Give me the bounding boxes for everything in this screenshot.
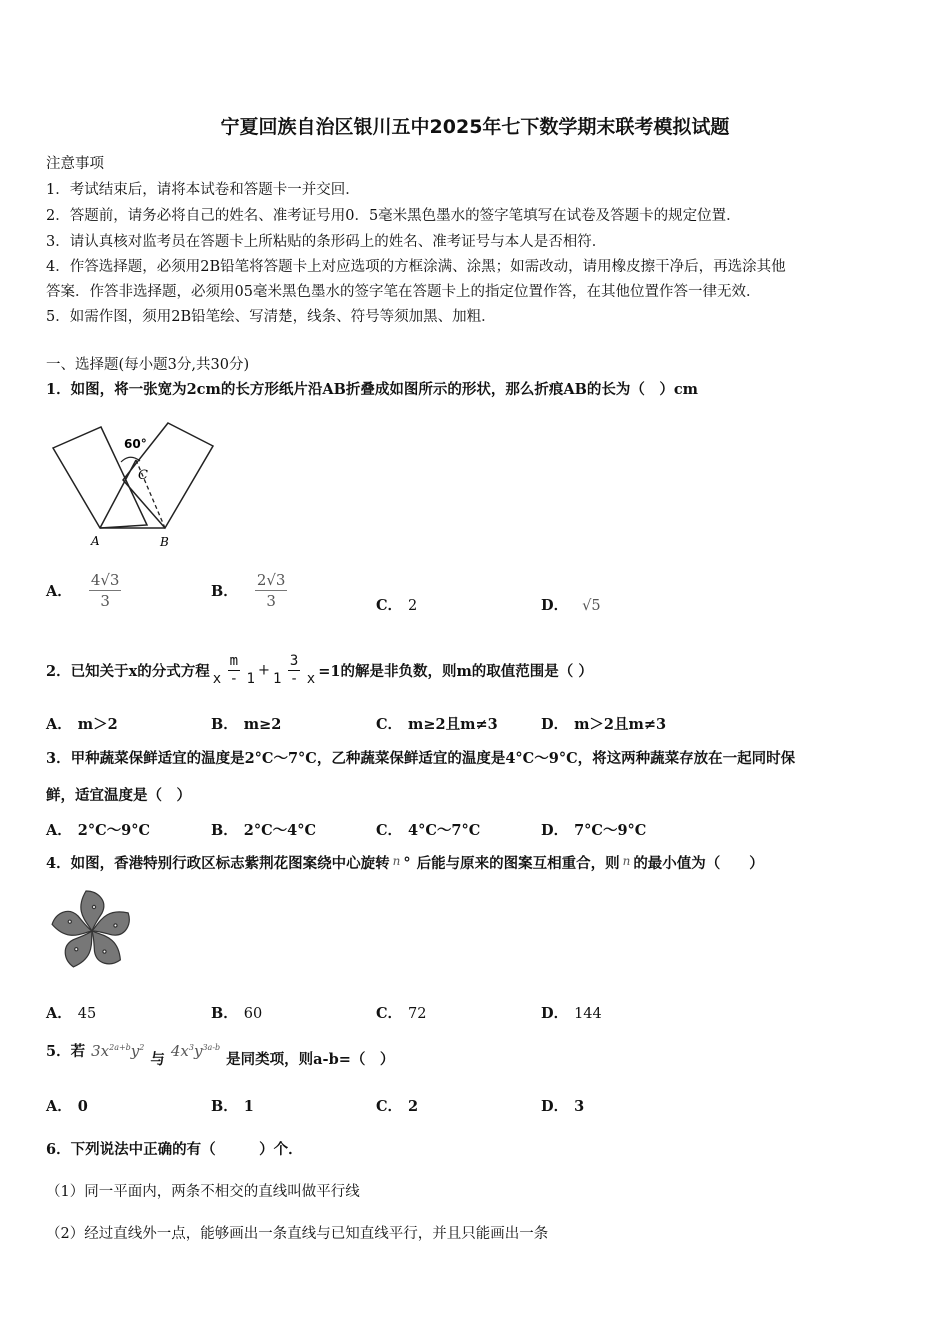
q4-option-a[interactable] [46,1002,96,1023]
page-title: 宁夏回族自治区银川五中2025年七下数学期末联考模拟试题 [220,116,730,138]
fraction-numerator: 4√3 [90,571,120,589]
q5-option-d[interactable] [541,1095,584,1116]
option-letter: B． [211,1098,238,1115]
angle-label: 60° [124,437,147,451]
stem-text: 的最小值为（ ） [633,855,764,872]
fraction-denominator: x - 1 [212,671,255,687]
statement-item: （1）同一平面内，两条不相交的直线叫做平行线 [46,1184,360,1200]
option-value: 0 [77,1098,88,1115]
note-item: 5．如需作图，须用2B铅笔绘、写清楚，线条、符号等须加黑、加粗． [46,309,496,325]
note-item: 1．考试结束后，请将本试卷和答题卡一并交回． [46,182,360,198]
exponent: 2 [139,1043,145,1052]
stem-text: 与 [150,1051,165,1068]
fraction [255,570,288,611]
note-item: 3．请认真核对监考员在答题卡上所粘贴的条形码上的姓名、准考证号与本人是否相符． [46,234,607,250]
q3-option-c[interactable] [376,819,480,840]
option-value: √5 [582,598,601,614]
fraction-numerator: 2√3 [256,571,286,589]
option-letter: A． [46,822,72,839]
option-letter: A． [46,1098,72,1115]
q1-option-c[interactable] [376,594,417,615]
stem-text: 是同类项，则a-b=（ ） [226,1051,395,1068]
exponent: 3 [188,1043,194,1052]
option-letter: A． [46,716,72,733]
question-2-stem [46,653,593,688]
question-3-stem-cont: 鲜，适宜温度是（ ） [46,787,191,804]
option-letter: D． [541,1005,569,1022]
exponent: 3a-b [202,1043,221,1052]
fraction-3-over-1-minus-x [271,653,317,688]
option-value: 3 [574,1098,585,1115]
section-heading: 一、选择题(每小题3分,共30分) [46,357,250,373]
point-b-label: B [160,535,169,549]
variable-n: n [392,854,401,868]
note-item: 4．作答选择题，必须用2B铅笔将答题卡上对应选项的方框涂满、涂黑；如需改动，请用橡皮擦干净后，再选涂其他 [46,259,786,275]
q3-option-a[interactable] [46,819,150,840]
option-letter: C． [376,1005,403,1022]
fraction-denominator: 3 [266,592,276,610]
option-value: 45 [77,1006,97,1022]
option-letter: A． [46,1005,72,1022]
stem-text: 后能与原来的图案互相重合，则 [416,855,620,872]
option-value: 72 [408,1006,427,1022]
q2-option-b[interactable] [211,713,281,734]
question-3-stem: 3．甲种蔬菜保鲜适宜的温度是2°C～7°C，乙种蔬菜保鲜适宜的温度是4°C～9°C，将这两种蔬菜存放在一起同时保 [46,750,796,767]
option-value: 2 [408,1098,419,1115]
question-4-stem [46,852,764,873]
term-4x-y [171,1042,220,1060]
degree-sign: ° [403,855,411,872]
option-value: 2°C～4°C [243,822,317,839]
option-letter: C． [376,822,403,839]
term-coefficient: 4x [170,1042,189,1060]
notes-heading: 注意事项 [46,156,104,172]
option-letter: C． [376,1098,403,1115]
option-value: 144 [574,1006,602,1022]
stem-text: =1的解是非负数，则m的取值范围是（ ） [318,663,593,680]
q4-option-b[interactable] [211,1002,262,1023]
q2-option-d[interactable] [541,713,666,734]
option-letter: B． [211,583,238,600]
bauhinia-flower-figure [46,885,138,977]
question-6-stem: 6．下列说法中正确的有（ ）个． [46,1141,303,1158]
exponent: 2a+b [109,1043,131,1052]
q1-option-a[interactable] [46,570,121,611]
plus-sign: + [257,662,271,679]
term-coefficient: 3x [91,1042,110,1060]
stem-text: 2．已知关于x的分式方程 [46,663,210,680]
folded-paper-figure [46,418,221,553]
question-5-stem [46,1040,394,1069]
q5-option-c[interactable] [376,1095,418,1116]
point-a-label: A [91,534,100,548]
option-value: 2°C～9°C [77,822,151,839]
option-letter: D． [541,822,569,839]
term-3x-y [91,1042,144,1060]
option-value: m＞2 [77,716,118,733]
option-value: m＞2且m≠3 [574,716,667,733]
note-item: 答案．作答非选择题，必须用05毫米黑色墨水的签字笔在答题卡上的指定位置作答，在其他位置作答一律无效． [46,284,761,300]
statement-item: （2）经过直线外一点，能够画出一条直线与已知直线平行，并且只能画出一条 [46,1226,549,1242]
option-letter: D． [541,716,569,733]
option-value: 7°C～9°C [574,822,647,839]
note-item: 2．答题前，请务必将自己的姓名、准考证号用0．5毫米黑色墨水的签字笔填写在试卷及答题卡的规定位置． [46,208,741,224]
variable-n: n [622,854,631,868]
q3-option-d[interactable] [541,819,646,840]
q1-option-b[interactable] [211,570,287,611]
term-variable: y [193,1042,203,1060]
option-letter: B． [211,716,238,733]
q2-option-c[interactable] [376,713,498,734]
point-c-label: C [138,468,148,483]
q5-option-a[interactable] [46,1095,88,1116]
option-letter: C． [376,716,403,733]
term-variable: y [130,1042,140,1060]
q4-option-c[interactable] [376,1002,427,1023]
option-value: 4°C～7°C [408,822,481,839]
q1-option-d[interactable] [541,594,601,615]
q5-option-b[interactable] [211,1095,254,1116]
option-letter: B． [211,822,238,839]
question-1-stem: 1．如图，将一张宽为2cm的长方形纸片沿AB折叠成如图所示的形状，那么折痕AB的长为（ ）cm [46,381,699,398]
fraction-denominator: 3 [100,592,110,610]
fraction-m-over-x-minus-1 [211,653,257,688]
stem-text: 5．若 [46,1043,86,1060]
stem-text: 4．如图，香港特别行政区标志紫荆花图案绕中心旋转 [46,855,390,872]
option-letter: B． [211,1005,238,1022]
q4-option-d[interactable] [541,1002,602,1023]
fraction-denominator: 1 - x [273,671,316,687]
fraction-numerator: 3 [289,653,299,669]
option-value: 2 [408,598,418,614]
fraction [89,570,122,611]
option-letter: A． [46,583,72,600]
option-value: 1 [243,1098,254,1115]
q2-option-a[interactable] [46,713,118,734]
option-letter: C． [376,597,403,614]
option-value: m≥2且m≠3 [408,716,498,733]
q3-option-b[interactable] [211,819,316,840]
fraction-numerator: m [229,653,239,669]
option-letter: D． [541,1098,569,1115]
option-letter: D． [541,597,569,614]
option-value: 60 [243,1006,263,1022]
option-value: m≥2 [243,716,282,733]
